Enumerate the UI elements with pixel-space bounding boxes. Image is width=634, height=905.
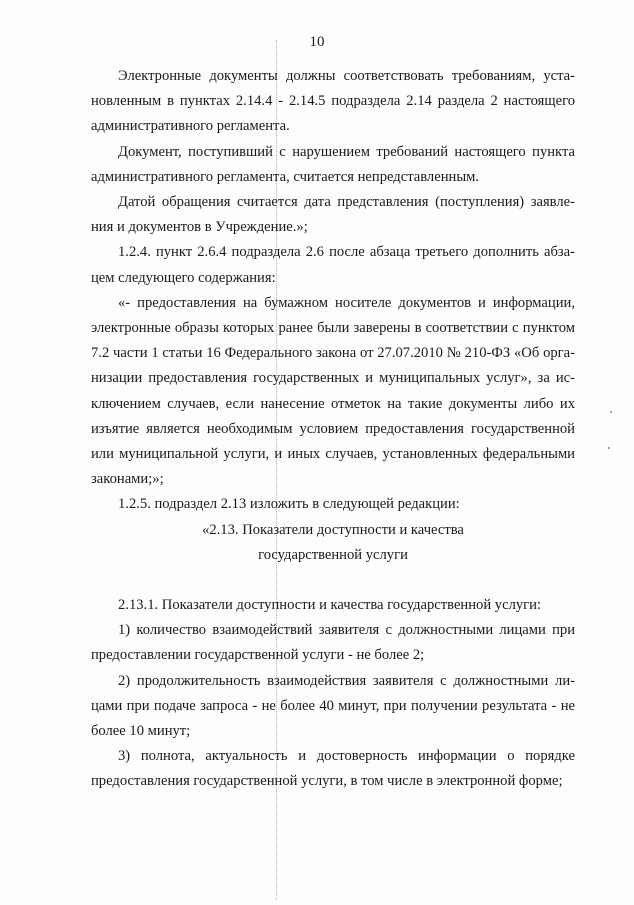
text-line: цами при подаче запроса - не более 40 минут, при получении результата - не — [91, 697, 575, 714]
text-line: изъятие является необходимым условием предоставления государственной — [91, 420, 575, 437]
text-line: новленным в пунктах 2.14.4 - 2.14.5 подраздела 2.14 раздела 2 настоящего — [91, 93, 575, 110]
section-heading-line-1: «2.13. Показатели доступности и качества — [202, 521, 464, 538]
text-line: Электронные документы должны соответствовать требованиям, уста- — [118, 68, 575, 84]
text-line: более 10 минут; — [91, 723, 191, 740]
text-block-after-heading — [91, 593, 575, 795]
scan-speck — [608, 447, 610, 449]
text-block-before-heading — [91, 64, 575, 518]
scan-speck — [610, 411, 612, 413]
text-line: низации предоставления государственных и муниципальных услуг», за ис- — [91, 370, 575, 387]
text-line: 3) полнота, актуальность и достоверность информации о порядке — [118, 748, 575, 765]
text-line: Датой обращения считается дата представления (поступления) заявле- — [118, 194, 575, 211]
text-line: или муниципальной услуги, и иных случаев, установленных федеральными — [91, 446, 575, 463]
text-line: «- предоставления на бумажном носителе документов и информации, — [118, 294, 575, 311]
text-line: 7.2 части 1 статьи 16 Федерального закона от 27.07.2010 № 210-ФЗ «Об орга- — [91, 345, 575, 362]
text-line: 1.2.5. подраздел 2.13 изложить в следующей редакции: — [118, 496, 460, 513]
text-line: предоставлении государственной услуги - не более 2; — [91, 647, 425, 664]
text-line: предоставления государственной услуги, в том числе в электронной форме; — [91, 773, 563, 790]
document-body — [91, 64, 575, 795]
text-line: электронные образы которых ранее были заверены в соответствии с пунктом — [91, 320, 575, 337]
blank-gap — [91, 568, 575, 593]
text-line: 1.2.4. пункт 2.6.4 подраздела 2.6 после абзаца третьего дополнить абза- — [118, 244, 575, 261]
text-line: цем следующего содержания: — [91, 269, 276, 286]
text-line: 2.13.1. Показатели доступности и качества государственной услуги: — [118, 597, 542, 614]
text-line: Документ, поступивший с нарушением требований настоящего пункта — [118, 143, 575, 160]
text-line: административного регламента, считается непредставленным. — [91, 168, 480, 185]
section-heading-line-2: государственной услуги — [258, 546, 408, 563]
page-number: 10 — [309, 34, 325, 50]
text-line: 2) продолжительность взаимодействия заявителя с должностными ли- — [118, 672, 575, 689]
text-line: ния и документов в Учреждение.»; — [91, 219, 308, 236]
text-line: законами;»; — [91, 471, 164, 488]
text-line: ключением случаев, если нанесение отметок на такие документы либо их — [91, 395, 575, 412]
text-line: административного регламента. — [91, 118, 290, 135]
text-line: 1) количество взаимодействий заявителя с должностными лицами при — [118, 622, 575, 639]
